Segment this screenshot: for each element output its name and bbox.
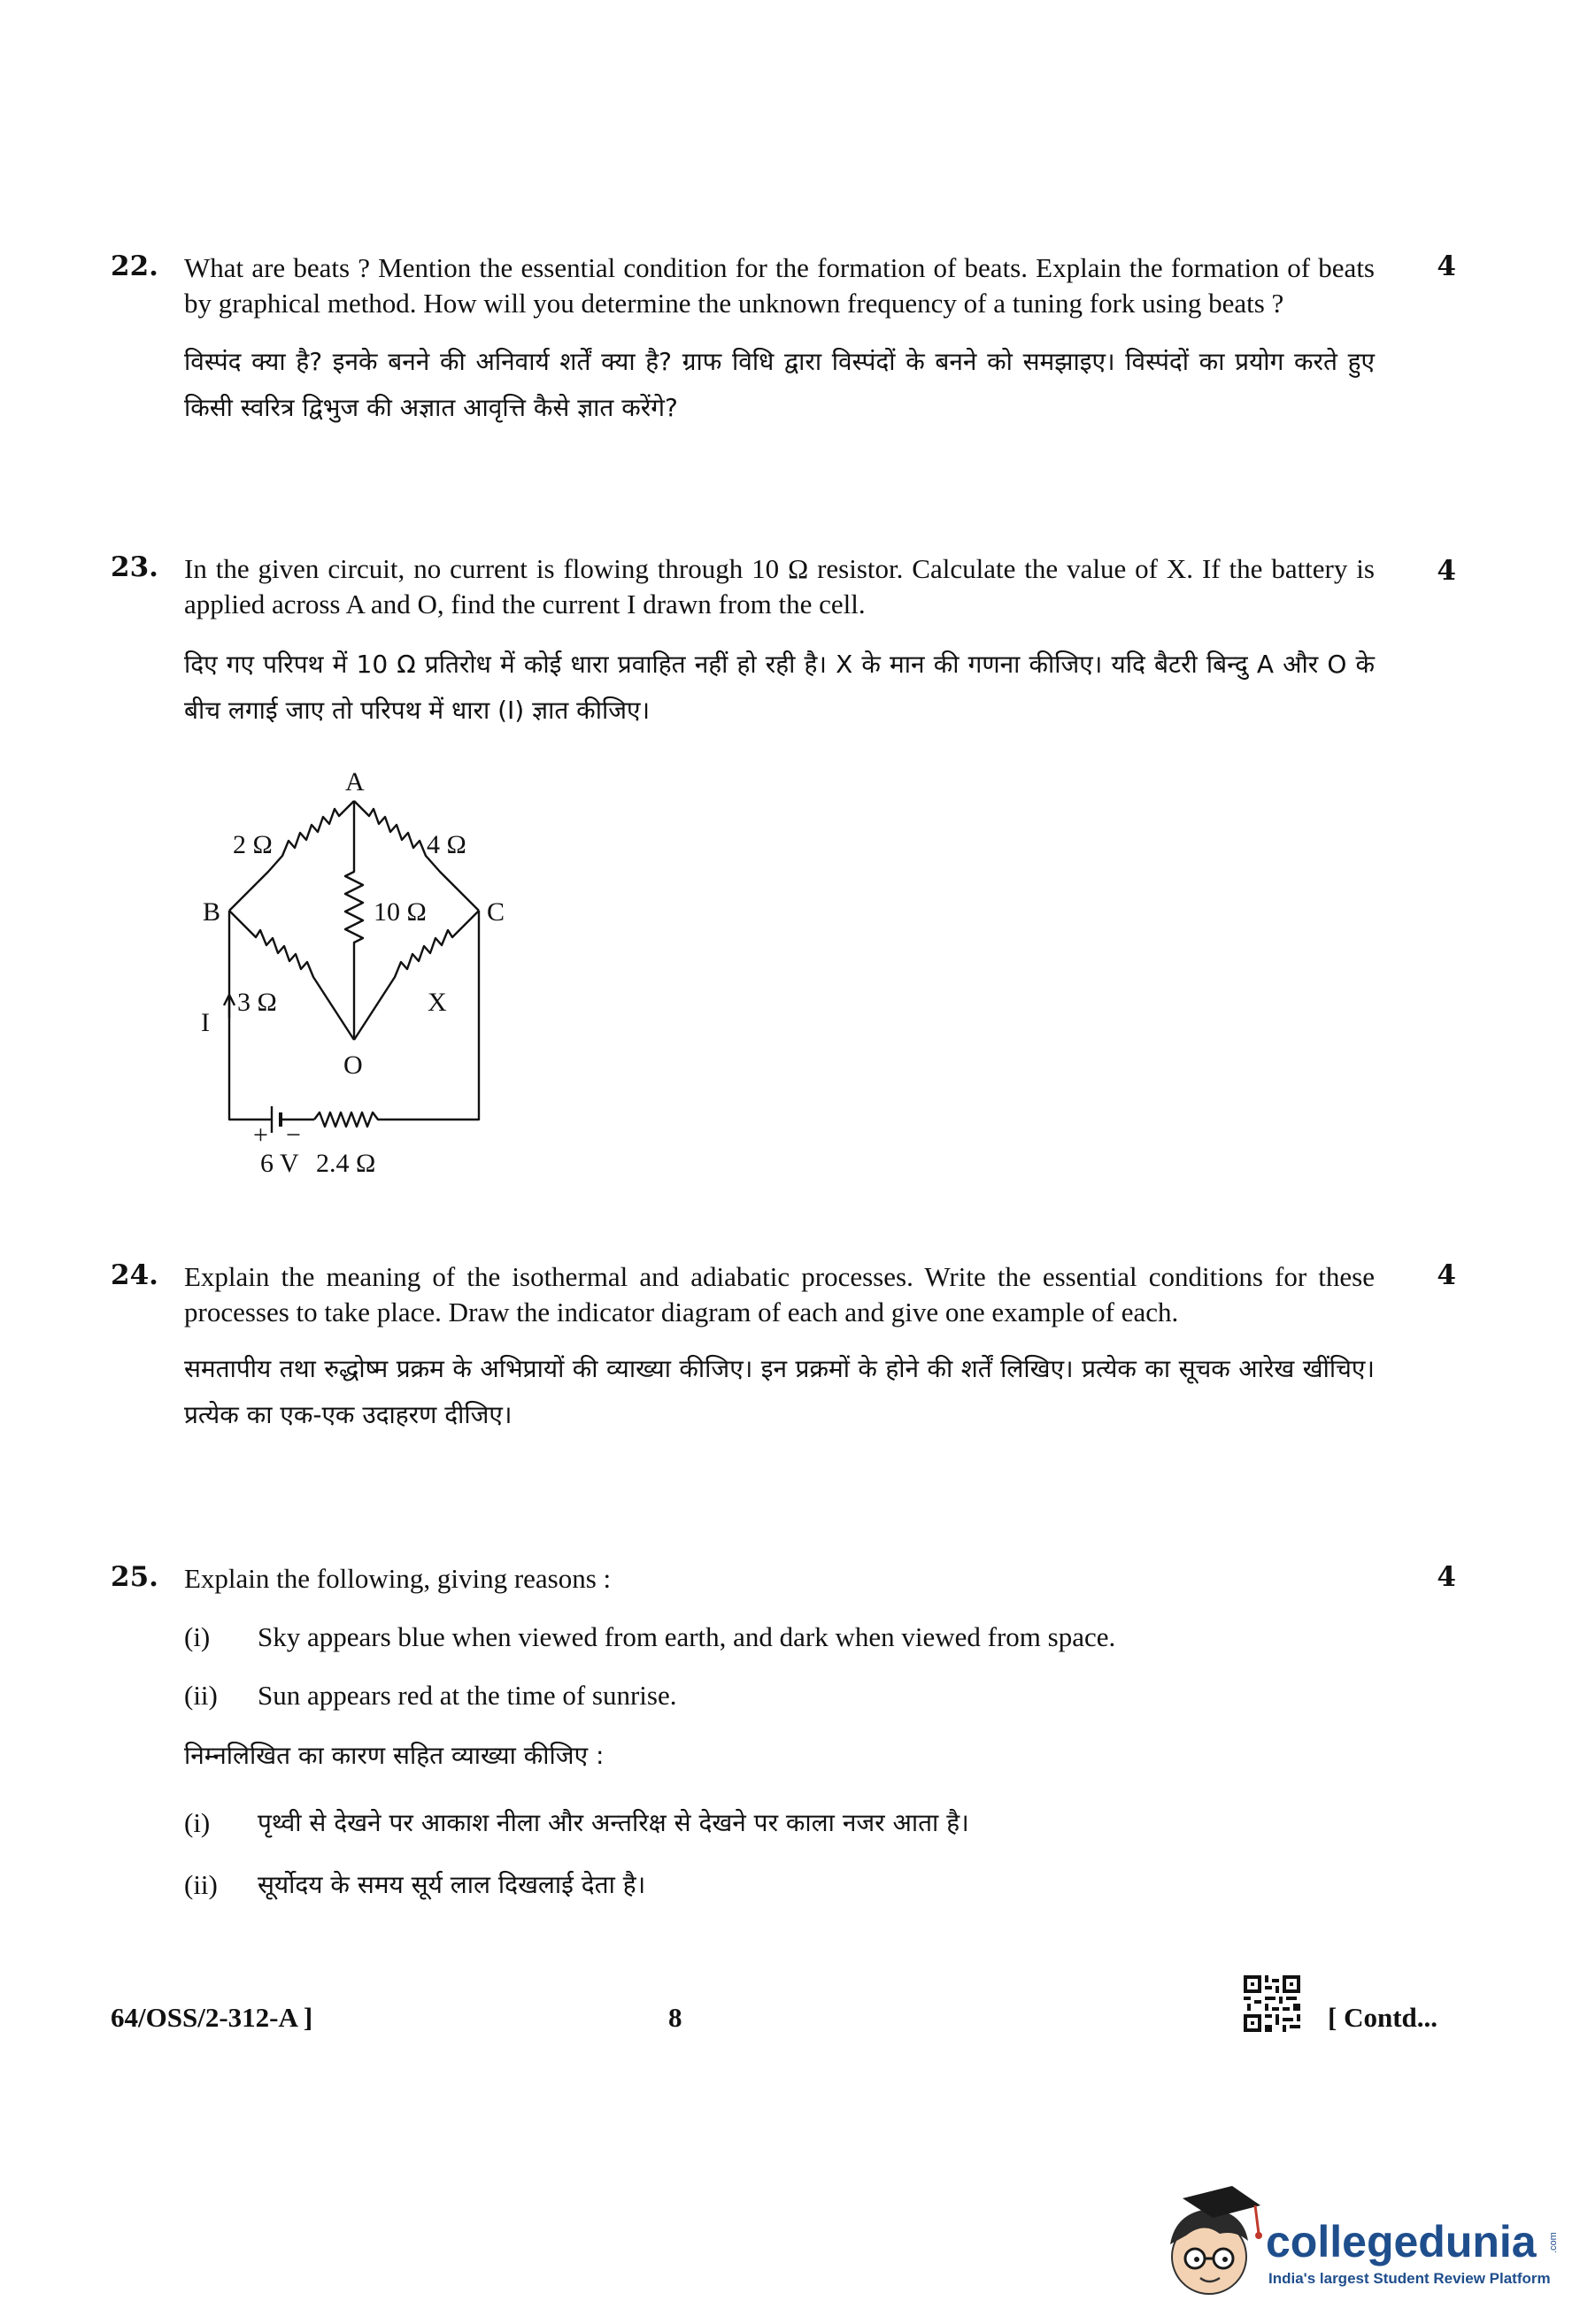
battery-minus-label: − — [286, 1120, 301, 1150]
question-text-hindi: निम्नलिखित का कारण सहित व्याख्या कीजिए : — [184, 1741, 605, 1770]
question-text-hindi: विस्पंद क्या है? इनके बनने की अनिवार्य शर्तें क्या है? ग्राफ विधि द्वारा विस्पंदों के बनने को समझाइए। विस्पंदों का प्रयोग करते हुए किसी स्वरित्र द्विभुज की अज्ञात आवृत्ति कैसे ज्ञात करेंगे? — [184, 347, 1375, 422]
resistor-2-4-ohm — [314, 1112, 387, 1127]
continued-label: [ Contd... — [1328, 2002, 1438, 2033]
question-text-english: In the given circuit, no current is flowing through 10 Ω resistor. Calculate the value of X. If the battery is applied across A and O, find the current I drawn from the cell. — [184, 553, 1375, 619]
question-body — [184, 551, 1375, 734]
question-number: 22. — [111, 250, 158, 282]
qr-code-icon — [1244, 1975, 1300, 2032]
resistor-2-ohm-label: 2 Ω — [233, 830, 273, 859]
question-text-hindi: दिए गए परिपथ में 10 Ω प्रतिरोध में कोई धारा प्रवाहित नहीं हो रही है। X के मान की गणना कीजिए। यदि बैटरी बिन्दु A और O के बीच लगाई जाए तो परिपथ में धारा (I) ज्ञात कीजिए। — [184, 650, 1375, 725]
question-marks: 4 — [1437, 1259, 1456, 1291]
sub-question-number: (i) — [184, 1621, 211, 1652]
question-24 — [111, 1259, 1456, 1438]
question-text-english: Explain the meaning of the isothermal and adiabatic processes. Write the essential conditions for these processes to take place. Draw the indicator diagram of each and give one example of each. — [184, 1261, 1375, 1327]
resistor-x — [354, 911, 479, 1040]
question-body — [184, 1259, 1375, 1438]
question-number: 24. — [111, 1259, 158, 1291]
sub-question-text: Sun appears red at the time of sunrise. — [258, 1680, 677, 1711]
sub-question-hindi — [184, 1805, 1375, 1841]
question-text-english: What are beats ? Mention the essential condition for the formation of beats. Explain the formation of beats by graphical method. How will you determine the unknown frequency of a tuning fork using beats ? — [184, 252, 1375, 319]
sub-question-number: (i) — [184, 1807, 211, 1838]
question-body — [184, 1561, 1375, 1903]
collegedunia-logo — [1151, 2159, 1567, 2310]
logo-tagline: India's largest Student Review Platform — [1268, 2270, 1551, 2287]
sub-question-text: पृथ्वी से देखने पर आकाश नीला और अन्तरिक्ष से देखने पर काला नजर आता है। — [258, 1808, 969, 1837]
sub-question-english — [184, 1620, 1375, 1655]
page-number: 8 — [668, 2002, 682, 2033]
resistor-x-label: X — [428, 988, 447, 1017]
question-number: 25. — [111, 1561, 158, 1593]
sub-question-english — [184, 1678, 1375, 1713]
battery-voltage-label: 6 V — [260, 1149, 299, 1178]
question-text-hindi: समतापीय तथा रुद्धोष्म प्रक्रम के अभिप्रायों की व्याख्या कीजिए। इन प्रक्रमों के होने की शर्तें लिखिए। प्रत्येक का सूचक आरेख खींचिए। प्रत्येक का एक-एक उदाहरण दीजिए। — [184, 1354, 1375, 1429]
question-text-english: Explain the following, giving reasons : — [184, 1563, 612, 1594]
current-label: I — [201, 1008, 210, 1037]
resistor-3-ohm-label: 3 Ω — [237, 988, 277, 1017]
paper-code: 64/OSS/2-312-A ] — [111, 2002, 313, 2033]
battery-plus-label: + — [253, 1120, 268, 1150]
sub-question-text: सूर्योदय के समय सूर्य लाल दिखलाई देता है। — [258, 1870, 646, 1899]
question-marks: 4 — [1437, 250, 1456, 282]
sub-question-text: Sky appears blue when viewed from earth, and dark when viewed from space. — [258, 1621, 1116, 1652]
resistor-2-4-ohm-label: 2.4 Ω — [316, 1149, 376, 1178]
resistor-10-ohm-label: 10 Ω — [374, 897, 427, 927]
mascot-icon — [1170, 2186, 1262, 2294]
question-25 — [111, 1561, 1456, 1903]
resistor-10-ohm — [345, 801, 363, 1040]
question-22 — [111, 250, 1456, 431]
circuit-diagram — [190, 761, 544, 1186]
node-b-label: B — [203, 897, 221, 927]
node-a-label: A — [345, 767, 365, 796]
question-marks: 4 — [1437, 1561, 1456, 1593]
question-body — [184, 250, 1375, 431]
question-number: 23. — [111, 551, 158, 583]
sub-question-number: (ii) — [184, 1869, 218, 1900]
resistor-3-ohm — [229, 911, 354, 1040]
question-23 — [111, 551, 1456, 734]
sub-question-number: (ii) — [184, 1680, 218, 1711]
question-marks: 4 — [1437, 555, 1456, 587]
logo-suffix: .com — [1548, 2232, 1559, 2253]
node-c-label: C — [487, 897, 505, 927]
node-o-label: O — [343, 1050, 363, 1080]
resistor-4-ohm-label: 4 Ω — [427, 830, 466, 859]
sub-question-hindi — [184, 1867, 1375, 1903]
logo-wordmark: collegedunia — [1266, 2217, 1537, 2266]
